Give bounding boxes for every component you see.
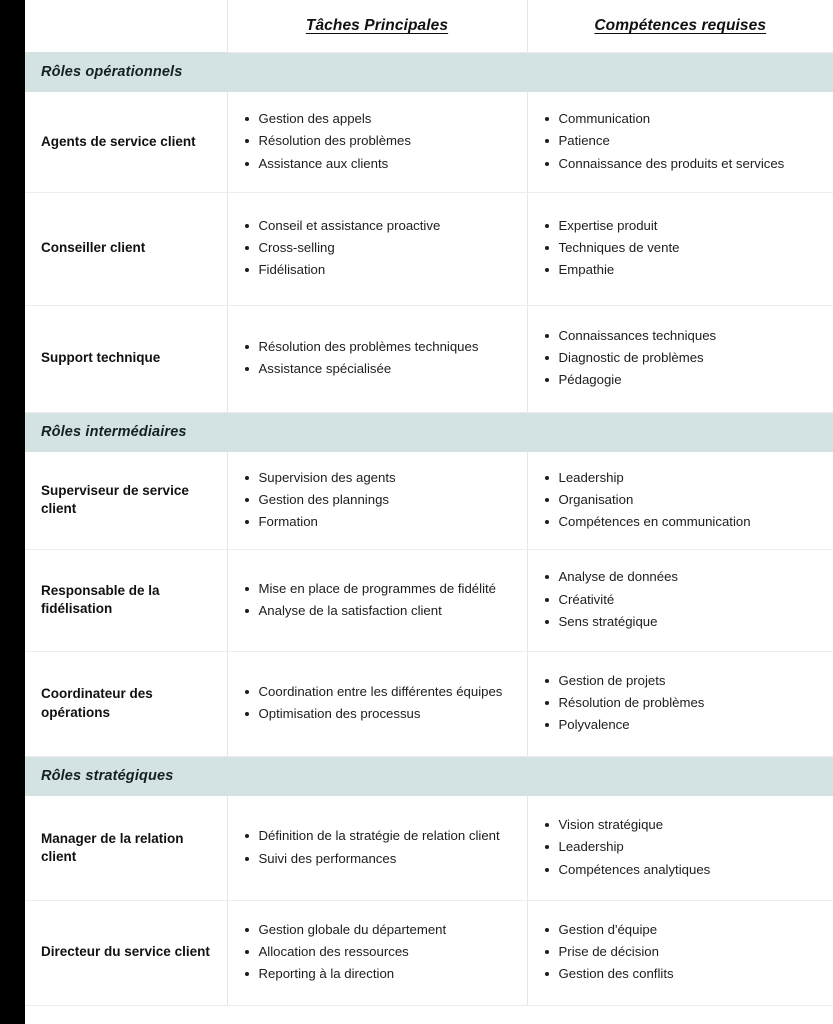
tasks-cell bbox=[227, 549, 527, 651]
column-header-skills-label: Compétences requises bbox=[594, 16, 767, 34]
column-header-role bbox=[25, 0, 227, 52]
skill-item-list bbox=[544, 327, 820, 390]
tasks-cell bbox=[227, 796, 527, 900]
skill-item: Compétences analytiques bbox=[544, 861, 820, 880]
table-header-row bbox=[25, 0, 833, 52]
column-header-tasks-label: Tâches Principales bbox=[305, 16, 449, 34]
section-band-row bbox=[25, 52, 833, 92]
tasks-cell bbox=[227, 192, 527, 305]
skills-cell bbox=[527, 305, 833, 412]
table-row bbox=[25, 549, 833, 651]
skills-cell bbox=[527, 192, 833, 305]
skill-item: Expertise produit bbox=[544, 217, 820, 236]
task-item: Gestion des plannings bbox=[244, 491, 513, 510]
skill-item: Pédagogie bbox=[544, 371, 820, 390]
section-band-cell bbox=[25, 412, 833, 452]
skill-item: Leadership bbox=[544, 469, 820, 488]
task-item: Optimisation des processus bbox=[244, 705, 513, 724]
role-name-cell: Agents de service client bbox=[25, 92, 227, 192]
task-item: Coordination entre les différentes équipes bbox=[244, 683, 513, 702]
tasks-cell bbox=[227, 651, 527, 756]
section-band-cell bbox=[25, 52, 833, 92]
skill-item: Prise de décision bbox=[544, 943, 820, 962]
table-row bbox=[25, 651, 833, 756]
roles-competences-table bbox=[25, 0, 833, 1006]
skills-cell bbox=[527, 452, 833, 549]
skill-item: Communication bbox=[544, 110, 820, 129]
skill-item-list bbox=[544, 672, 820, 735]
role-name-cell: Conseiller client bbox=[25, 192, 227, 305]
skills-cell bbox=[527, 549, 833, 651]
table-row bbox=[25, 192, 833, 305]
task-item: Allocation des ressources bbox=[244, 943, 513, 962]
task-item-list bbox=[244, 469, 513, 532]
task-item: Résolution des problèmes bbox=[244, 132, 513, 151]
skill-item-list bbox=[544, 110, 820, 173]
task-item: Suivi des performances bbox=[244, 850, 513, 869]
skill-item: Gestion d'équipe bbox=[544, 921, 820, 940]
task-item: Assistance spécialisée bbox=[244, 360, 513, 379]
table-body bbox=[25, 52, 833, 1005]
task-item: Analyse de la satisfaction client bbox=[244, 602, 513, 621]
skill-item-list bbox=[544, 217, 820, 280]
tasks-cell bbox=[227, 305, 527, 412]
tasks-cell bbox=[227, 900, 527, 1005]
table-row bbox=[25, 305, 833, 412]
task-item-list bbox=[244, 217, 513, 280]
table-row bbox=[25, 92, 833, 192]
role-name-cell: Coordinateur des opérations bbox=[25, 651, 227, 756]
task-item: Conseil et assistance proactive bbox=[244, 217, 513, 236]
skill-item: Connaissances techniques bbox=[544, 327, 820, 346]
role-name-cell: Responsable de la fidélisation bbox=[25, 549, 227, 651]
skill-item-list bbox=[544, 816, 820, 879]
skill-item: Vision stratégique bbox=[544, 816, 820, 835]
skill-item: Gestion des conflits bbox=[544, 965, 820, 984]
role-name-cell: Directeur du service client bbox=[25, 900, 227, 1005]
skill-item: Organisation bbox=[544, 491, 820, 510]
skill-item: Sens stratégique bbox=[544, 613, 820, 632]
role-name-cell: Support technique bbox=[25, 305, 227, 412]
skills-cell bbox=[527, 796, 833, 900]
section-band-cell bbox=[25, 756, 833, 796]
section-title: Rôles stratégiques bbox=[41, 768, 174, 785]
task-item-list bbox=[244, 110, 513, 173]
task-item: Cross-selling bbox=[244, 239, 513, 258]
task-item: Gestion globale du département bbox=[244, 921, 513, 940]
skill-item: Analyse de données bbox=[544, 568, 820, 587]
task-item: Assistance aux clients bbox=[244, 155, 513, 174]
skill-item: Polyvalence bbox=[544, 716, 820, 735]
column-header-skills bbox=[527, 0, 833, 52]
table-row bbox=[25, 452, 833, 549]
skill-item: Empathie bbox=[544, 261, 820, 280]
table-row bbox=[25, 900, 833, 1005]
skill-item-list bbox=[544, 921, 820, 984]
column-header-tasks bbox=[227, 0, 527, 52]
task-item-list bbox=[244, 338, 513, 379]
task-item: Formation bbox=[244, 513, 513, 532]
skill-item: Techniques de vente bbox=[544, 239, 820, 258]
task-item: Fidélisation bbox=[244, 261, 513, 280]
task-item: Gestion des appels bbox=[244, 110, 513, 129]
task-item-list bbox=[244, 580, 513, 621]
tasks-cell bbox=[227, 92, 527, 192]
task-item-list bbox=[244, 827, 513, 868]
section-title: Rôles intermédiaires bbox=[41, 424, 187, 441]
section-title: Rôles opérationnels bbox=[41, 64, 183, 81]
role-name-cell: Superviseur de service client bbox=[25, 452, 227, 549]
role-name-cell: Manager de la relation client bbox=[25, 796, 227, 900]
skills-cell bbox=[527, 92, 833, 192]
left-black-strip bbox=[0, 0, 25, 1024]
skill-item: Créativité bbox=[544, 591, 820, 610]
skill-item: Compétences en communication bbox=[544, 513, 820, 532]
skill-item-list bbox=[544, 568, 820, 631]
section-band-row bbox=[25, 412, 833, 452]
task-item: Supervision des agents bbox=[244, 469, 513, 488]
skill-item: Diagnostic de problèmes bbox=[544, 349, 820, 368]
skill-item-list bbox=[544, 469, 820, 532]
task-item: Mise en place de programmes de fidélité bbox=[244, 580, 513, 599]
skill-item: Patience bbox=[544, 132, 820, 151]
skill-item: Résolution de problèmes bbox=[544, 694, 820, 713]
skills-cell bbox=[527, 651, 833, 756]
skills-cell bbox=[527, 900, 833, 1005]
table-head bbox=[25, 0, 833, 52]
skill-item: Gestion de projets bbox=[544, 672, 820, 691]
tasks-cell bbox=[227, 452, 527, 549]
skill-item: Leadership bbox=[544, 838, 820, 857]
skill-item: Connaissance des produits et services bbox=[544, 155, 820, 174]
task-item: Résolution des problèmes techniques bbox=[244, 338, 513, 357]
task-item: Reporting à la direction bbox=[244, 965, 513, 984]
task-item-list bbox=[244, 921, 513, 984]
section-band-row bbox=[25, 756, 833, 796]
table-row bbox=[25, 796, 833, 900]
task-item-list bbox=[244, 683, 513, 724]
task-item: Définition de la stratégie de relation client bbox=[244, 827, 513, 846]
table-container bbox=[25, 0, 833, 1024]
